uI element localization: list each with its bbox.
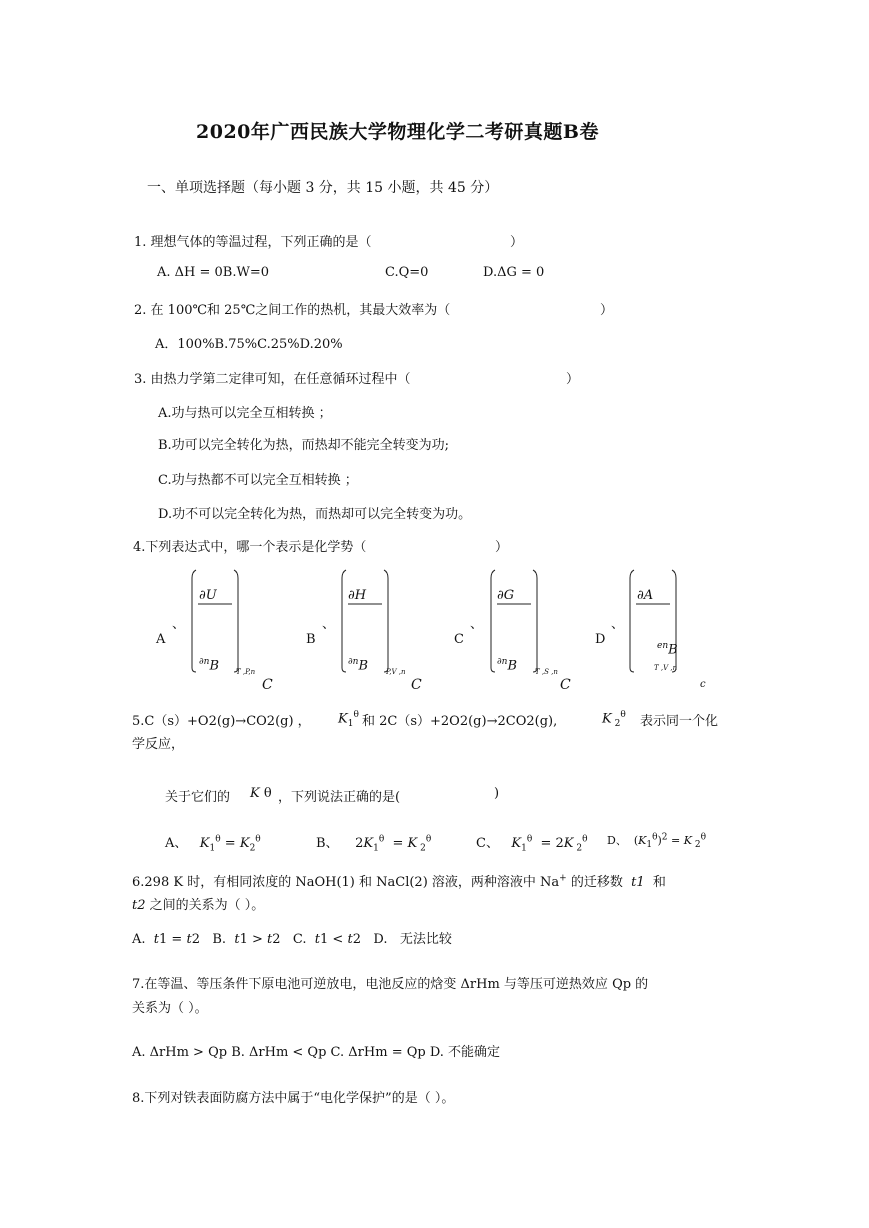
question-4-close: ） — [495, 540, 509, 555]
section-heading: 一、单项选择题（每小题 3 分，共 15 小题，共 45 分） — [147, 180, 499, 196]
subscript-conditions: T ,P,n — [236, 668, 256, 676]
component-c: C — [560, 677, 571, 693]
question-1-close: ） — [510, 235, 524, 250]
question-5-line-3b: ，下列说法正确的是( — [278, 790, 401, 805]
question-5-k2: K $_2^\theta$ — [602, 710, 626, 729]
question-2-options: A．100%B.75%C.25%D.20% — [155, 337, 343, 352]
fraction-denominator: $^{\partial n}$B — [348, 657, 369, 674]
fraction-numerator: ∂G — [497, 588, 515, 603]
question-6-options: A. t1 = t2 B. t1 > t2 C. t1 < t2 D. 无法比较 — [132, 932, 452, 947]
question-6-line-2: t2 之间的关系为（ ）。 — [132, 898, 265, 913]
option-letter: C — [454, 632, 464, 647]
question-2-close: ） — [600, 303, 614, 318]
question-8-stem: 8.下列对铁表面防腐方法中属于“电化学保护”的是（ ）。 — [132, 1091, 455, 1106]
question-1-stem: 1. 理想气体的等温过程，下列正确的是（ — [134, 235, 372, 250]
fraction-numerator: ∂H — [348, 588, 367, 603]
question-3-option-b: B.功可以完全转化为热，而热却不能完全转变为功; — [158, 438, 450, 453]
separator: 、 — [322, 617, 336, 632]
question-3-option-a: A.功与热可以完全互相转换 ； — [158, 406, 332, 421]
component-c: C — [411, 677, 422, 693]
question-5-k-theta: K θ — [250, 786, 272, 801]
separator: 、 — [611, 617, 625, 632]
question-4-stem: 4.下列表达式中，哪一个表示是化学势（ — [133, 540, 367, 555]
option-letter: A — [156, 632, 166, 647]
separator: 、 — [172, 617, 186, 632]
fraction-denominator: $^{en}$B — [657, 641, 678, 658]
question-5-line-1a: 5.C（s）+O2(g)→CO2(g) ， — [132, 714, 311, 729]
subscript-conditions: T ,V ,n — [654, 664, 678, 672]
question-5-line-3c: ) — [494, 786, 500, 801]
question-5-option-a: A、 $K_1^\theta = K_2^\theta$ — [165, 834, 261, 854]
fraction-denominator: $^{\partial n}$B — [199, 657, 220, 674]
question-5-option-c: C、 $K_1^\theta = 2K$ $_2^\theta$ — [476, 834, 588, 854]
separator: 、 — [470, 617, 484, 632]
question-3-option-d: D.功不可以完全转化为热，而热却可以完全转变为功。 — [158, 507, 472, 522]
fraction-numerator: ∂U — [199, 588, 217, 603]
question-5-line-1b: 和 2C（s）+2O2(g)→2CO2(g), — [362, 714, 558, 729]
component-c: c — [700, 679, 706, 690]
option-letter: D — [595, 632, 606, 647]
fraction-numerator: ∂A — [637, 588, 654, 603]
question-5-k1: $K_1^\theta$ — [338, 710, 359, 729]
question-5-line-2: 学反应， — [132, 737, 185, 752]
question-6-line-1: 6.298 K 时，有相同浓度的 NaOH(1) 和 NaCl(2) 溶液，两种溶液中 Na+ 的迁移数 t1 和 — [132, 873, 666, 890]
bracket-icon — [628, 568, 678, 678]
question-1-option-c: C.Q=0 — [385, 265, 429, 280]
question-7-line-2: 关系为（ ）。 — [132, 1001, 208, 1016]
question-5-line-1c: 表示同一个化 — [640, 714, 719, 729]
fraction-denominator: $^{\partial n}$B — [497, 657, 518, 674]
question-1-option-d: D.ΔG = 0 — [483, 265, 545, 280]
question-1-option-a: A. ΔH = 0B.W=0 — [157, 265, 270, 280]
question-2-stem: 2. 在 100℃和 25℃之间工作的热机，其最大效率为（ — [134, 303, 451, 318]
question-5-option-b: B、 $2K_1^\theta = K$ $_2^\theta$ — [316, 834, 432, 854]
subscript-conditions: P,V ,n — [386, 668, 406, 676]
component-c: C — [262, 677, 273, 693]
question-3-close: ） — [566, 372, 580, 387]
option-letter: B — [306, 632, 316, 647]
question-7-options: A. ΔrHm > Qp B. ΔrHm < Qp C. ΔrHm = Qp D. 不能确定 — [132, 1045, 501, 1060]
question-7-line-1: 7.在等温、等压条件下原电池可逆放电，电池反应的焓变 ΔrHm 与等压可逆热效应 Qp 的 — [132, 977, 649, 992]
page-title: 2020年广西民族大学物理化学二考研真题B卷 — [196, 121, 599, 143]
question-5-line-3a: 关于它们的 — [165, 790, 231, 805]
question-3-stem: 3. 由热力学第二定律可知，在任意循环过程中（ — [134, 372, 411, 387]
question-3-option-c: C.功与热都不可以完全互相转换 ； — [158, 473, 358, 488]
question-5-option-d: D、 $(K_1^\theta)^2 = K$ $_2^\theta$ — [607, 832, 706, 851]
subscript-conditions: T ,S ,n — [535, 668, 558, 676]
